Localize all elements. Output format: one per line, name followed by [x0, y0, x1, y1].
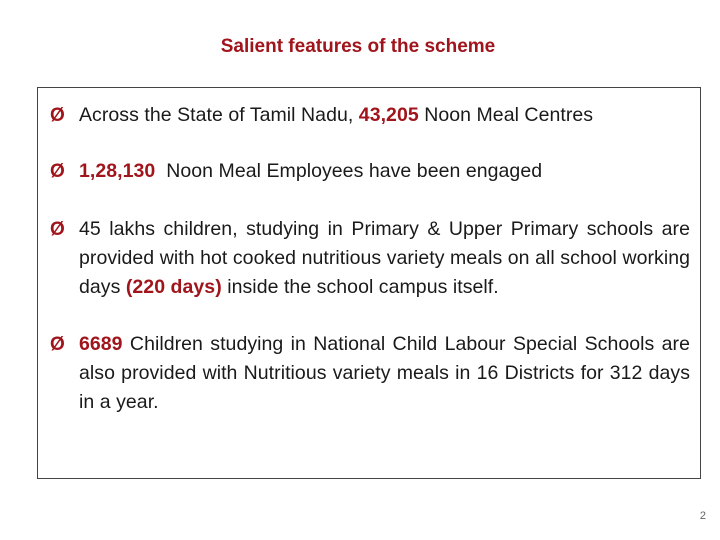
arrow-bullet-icon: Ø: [50, 334, 65, 355]
highlight-days: 220 days: [132, 276, 216, 298]
bullet-item-employees: [50, 157, 690, 186]
text-segment: Children studying in National Child Labour Special Schools are also provided with Nutritious variety meals in 16 Districts for 312 days in a year.: [79, 333, 690, 413]
text-segment: Across the State of Tamil Nadu,: [79, 104, 359, 126]
arrow-bullet-icon: Ø: [50, 105, 65, 126]
highlight-number: 1,28,130: [79, 160, 156, 182]
bullet-item-child-labour: [50, 330, 690, 417]
paren: ): [215, 276, 222, 298]
page-number: 2: [699, 510, 706, 522]
bullet-text: [79, 157, 690, 186]
arrow-bullet-icon: Ø: [50, 161, 65, 182]
highlight-number: 43,205: [358, 104, 419, 126]
highlight-number: 6689: [79, 333, 123, 355]
bullet-text: [79, 215, 690, 302]
bullet-text: [79, 330, 690, 417]
bullet-text: [79, 101, 690, 130]
text-segment: Noon Meal Centres: [418, 104, 594, 126]
text-segment: 45 lakhs children, studying in Primary & Upper Primary schools are provided with hot cooked nutritious variety meals on all school working days: [79, 218, 690, 298]
paren: (: [125, 276, 133, 298]
bullet-item-children-meals: [50, 215, 690, 302]
page-title: Salient features of the scheme: [220, 36, 496, 57]
text-segment: inside the school campus itself.: [221, 276, 499, 298]
arrow-bullet-icon: Ø: [50, 219, 65, 240]
bullet-item-centres: [50, 101, 690, 130]
content-box: [37, 87, 701, 479]
text-segment: Noon Meal Employees have been engaged: [155, 160, 543, 182]
